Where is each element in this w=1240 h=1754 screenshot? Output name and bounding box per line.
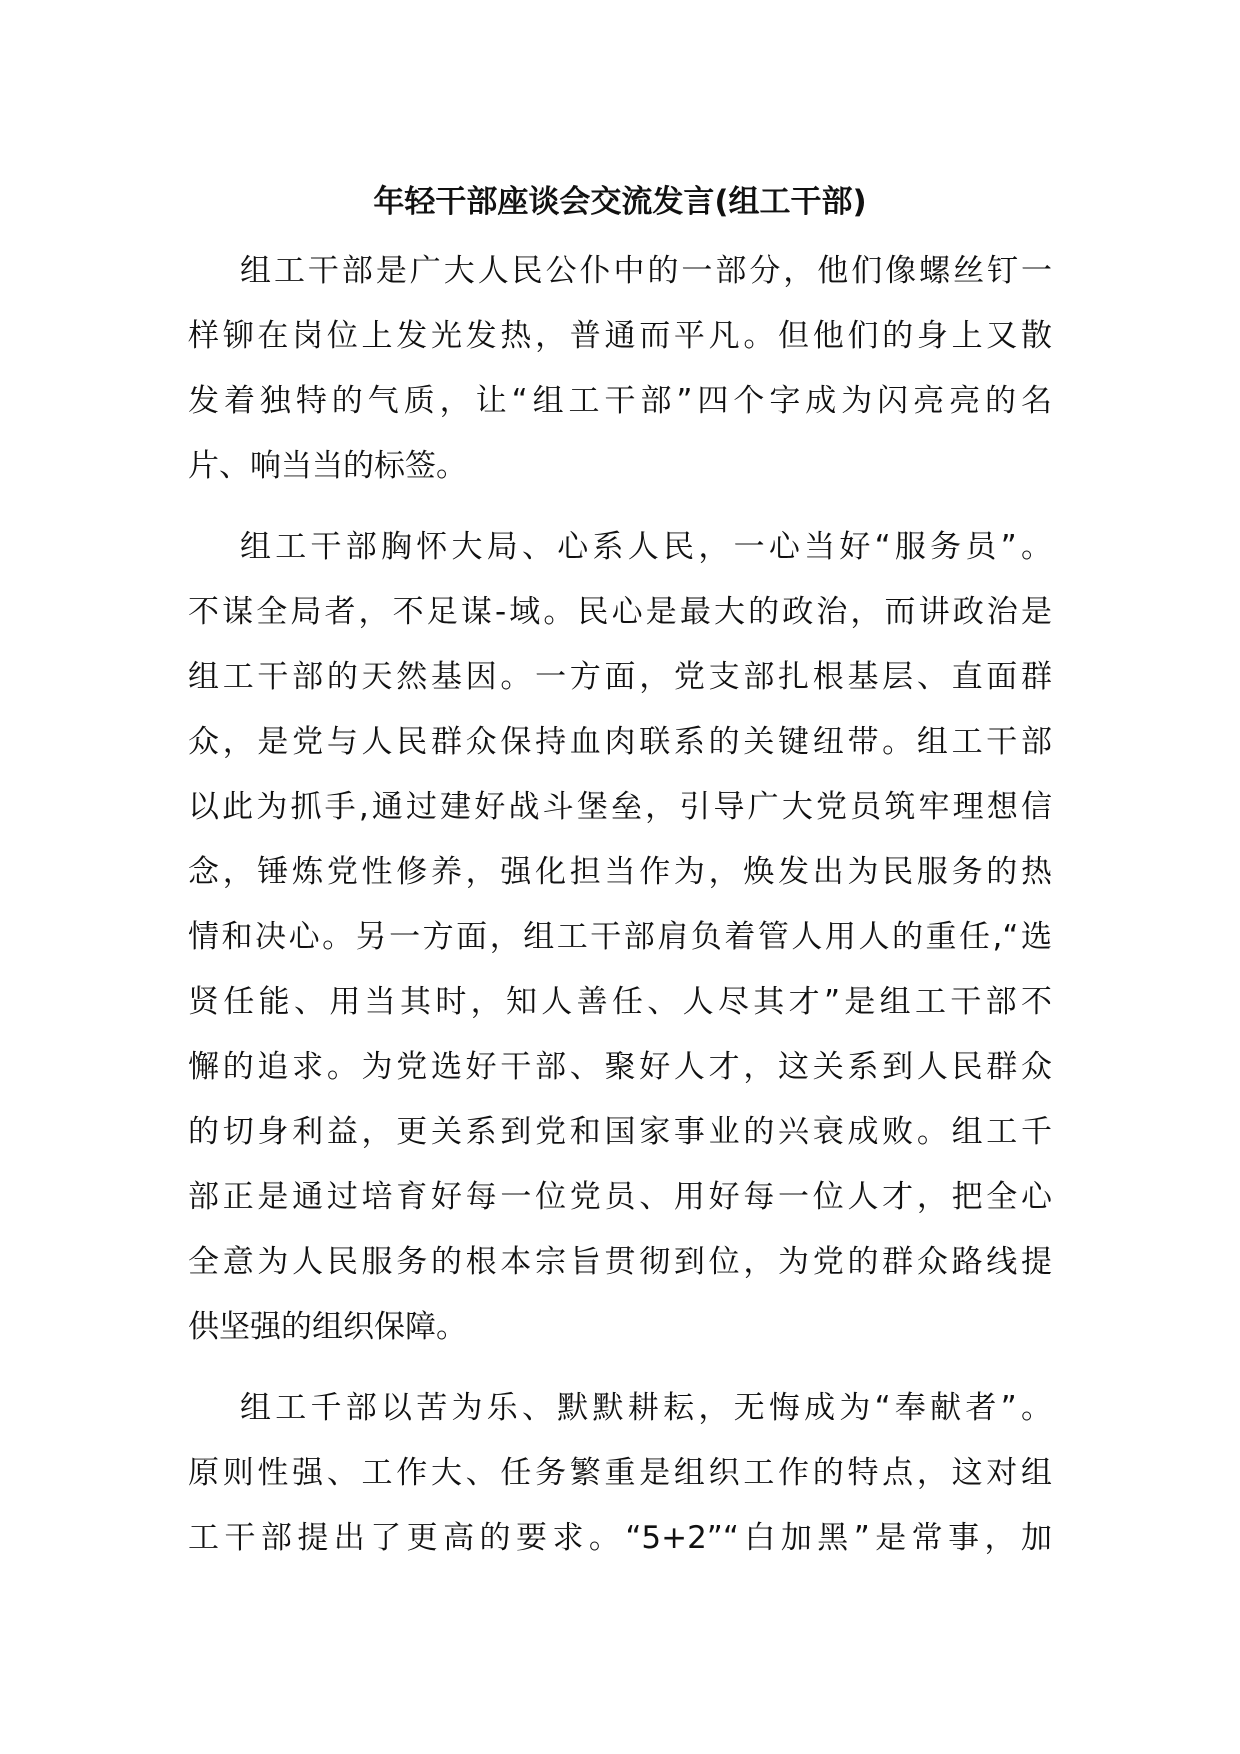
text-line: 贤任能、用当其时，知人善任、人尽其才”是组工干部不 (188, 984, 1052, 1020)
text-line: 片、响当当的标签。 (188, 448, 467, 484)
paragraph-2 (188, 515, 1052, 1360)
text-line: 组工千部以苦为乐、默默耕耘，无悔成为“奉献者”。 (240, 1390, 1052, 1426)
text-line: 全意为人民服务的根本宗旨贯彻到位，为党的群众路线提 (188, 1244, 1052, 1280)
text-line: 懈的追求。为党选好干部、聚好人才，这关系到人民群众 (188, 1049, 1052, 1085)
text-line: 组工干部是广大人民公仆中的一部分，他们像螺丝钉一 (240, 253, 1052, 289)
text-line: 工干部提出了更高的要求。“5+2”“白加黑”是常事，加 (188, 1520, 1052, 1556)
text-line: 供坚强的组织保障。 (188, 1309, 467, 1345)
text-line: 组工干部的天然基因。一方面，党支部扎根基层、直面群 (188, 659, 1052, 695)
document-body (188, 239, 1052, 1587)
text-line: 发着独特的气质，让“组工干部”四个字成为闪亮亮的名 (188, 383, 1052, 419)
text-line: 的切身利益，更关系到党和国家事业的兴衰成败。组工千 (188, 1114, 1052, 1150)
document-title: 年轻干部座谈会交流发言(组工干部) (373, 184, 867, 220)
text-line: 组工干部胸怀大局、心系人民，一心当好“服务员”。 (240, 529, 1052, 565)
text-line: 不谋全局者，不足谋-域。民心是最大的政治，而讲政治是 (188, 594, 1052, 630)
text-line: 众，是党与人民群众保持血肉联系的关键纽带。组工干部 (188, 724, 1052, 760)
text-line: 原则性强、工作大、任务繁重是组织工作的特点，这对组 (188, 1455, 1052, 1491)
text-line: 以此为抓手,通过建好战斗堡垒，引导广大党员筑牢理想信 (188, 789, 1052, 825)
text-line: 念，锤炼党性修养，强化担当作为，焕发出为民服务的热 (188, 854, 1052, 890)
text-line: 样铆在岗位上发光发热，普通而平凡。但他们的身上又散 (188, 318, 1052, 354)
text-line: 情和决心。另一方面，组工干部肩负着管人用人的重任,“选 (188, 919, 1052, 955)
paragraph-1 (188, 239, 1052, 499)
paragraph-3 (188, 1376, 1052, 1571)
text-line: 部正是通过培育好每一位党员、用好每一位人才，把全心 (188, 1179, 1052, 1215)
